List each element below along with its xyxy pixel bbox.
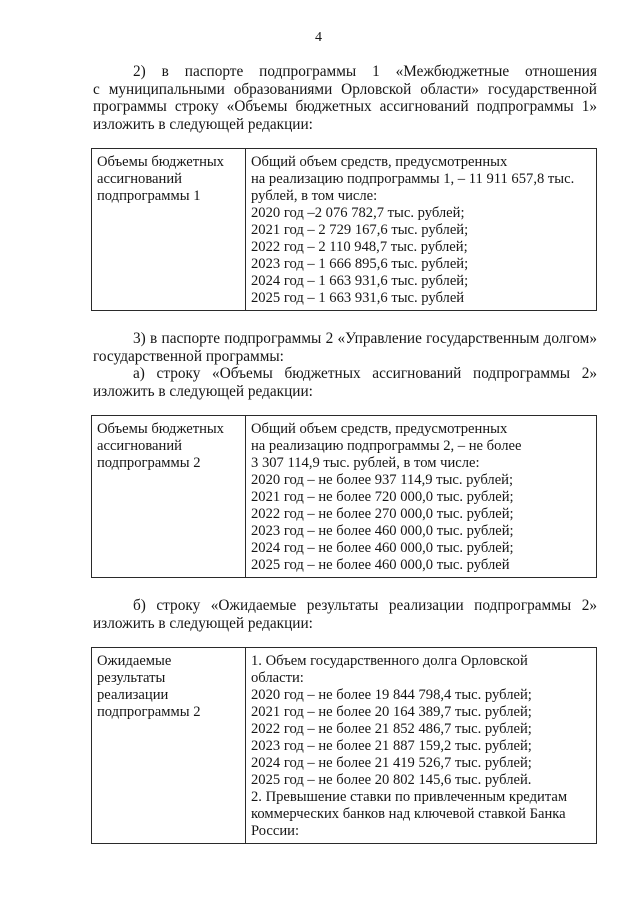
row-label-cell <box>92 149 246 311</box>
value-line: коммерческих банков над ключевой ставкой Банка <box>251 806 566 822</box>
value-line: 2024 год – 1 663 931,6 тыс. рублей; <box>251 273 469 289</box>
label-line: подпрограммы 2 <box>97 455 201 471</box>
table-row <box>92 149 597 311</box>
budget-allocation-subprogram-2-table <box>91 415 597 578</box>
row-value-cell <box>246 149 597 311</box>
value-line: 2023 год – не более 460 000,0 тыс. рублей; <box>251 523 514 539</box>
paragraph-line: 3) в паспорте подпрограммы 2 «Управление государственным долгом» <box>133 330 597 347</box>
value-line: 2021 год – не более 720 000,0 тыс. рублей; <box>251 489 514 505</box>
paragraph-line: с муниципальными образованиями Орловской области» государственной <box>93 80 597 98</box>
value-line: 2022 год – не более 21 852 486,7 тыс. рублей; <box>251 721 532 737</box>
value-line: 2024 год – не более 460 000,0 тыс. рублей; <box>251 540 514 556</box>
paragraph-line: изложить в следующей редакции: <box>93 382 313 400</box>
value-line: 2025 год – не более 20 802 145,6 тыс. рублей. <box>251 772 532 788</box>
label-line: Ожидаемые <box>97 653 172 669</box>
section-3-paragraph <box>93 330 597 400</box>
value-line: 2021 год – не более 20 164 389,7 тыс. рублей; <box>251 704 532 720</box>
value-line: 2022 год – 2 110 948,7 тыс. рублей; <box>251 239 468 255</box>
paragraph-line: 2) в паспорте подпрограммы 1 «Межбюджетные отношения <box>133 63 597 80</box>
page-number: 4 <box>315 30 322 45</box>
paragraph-line: а) строку «Объемы бюджетных ассигнований подпрограммы 2» <box>133 365 597 382</box>
value-line: 2023 год – 1 666 895,6 тыс. рублей; <box>251 256 469 272</box>
label-line: Объемы бюджетных <box>97 154 224 170</box>
value-line: 2020 год – не более 937 114,9 тыс. рублей; <box>251 472 514 488</box>
label-line: Объемы бюджетных <box>97 421 224 437</box>
paragraph-line: изложить в следующей редакции: <box>93 614 313 632</box>
row-label-cell <box>92 416 246 578</box>
value-line: России: <box>251 823 300 839</box>
value-line: 2021 год – 2 729 167,6 тыс. рублей; <box>251 222 469 238</box>
value-line: 2022 год – не более 270 000,0 тыс. рублей; <box>251 506 514 522</box>
value-line: 2020 год –2 076 782,7 тыс. рублей; <box>251 205 465 221</box>
label-line: подпрограммы 2 <box>97 704 201 720</box>
paragraph-line: изложить в следующей редакции: <box>93 115 313 133</box>
section-2-paragraph <box>93 63 597 133</box>
label-line: реализации <box>97 687 169 703</box>
value-line: 2025 год – не более 460 000,0 тыс. рублей <box>251 557 510 573</box>
row-value-cell <box>246 648 597 844</box>
paragraph-line: программы строку «Объемы бюджетных ассигнований подпрограммы 1» <box>93 98 597 115</box>
row-value-cell <box>246 416 597 578</box>
value-line: Общий объем средств, предусмотренных <box>251 421 508 437</box>
paragraph-line: б) строку «Ожидаемые результаты реализации подпрограммы 2» <box>133 597 597 614</box>
value-line: 2020 год – не более 19 844 798,4 тыс. рублей; <box>251 687 532 703</box>
value-line: 1. Объем государственного долга Орловской <box>251 653 528 669</box>
section-3b-paragraph <box>93 597 597 632</box>
value-line: 2023 год – не более 21 887 159,2 тыс. рублей; <box>251 738 532 754</box>
value-line: рублей, в том числе: <box>251 188 378 204</box>
value-line: области: <box>251 670 304 686</box>
paragraph-line: государственной программы: <box>93 347 284 365</box>
value-line: 2. Превышение ставки по привлеченным кредитам <box>251 789 568 805</box>
value-line: 2024 год – не более 21 419 526,7 тыс. рублей; <box>251 755 532 771</box>
expected-results-subprogram-2-table <box>91 647 597 844</box>
budget-allocation-subprogram-1-table <box>91 148 597 311</box>
label-line: результаты <box>97 670 166 686</box>
label-line: ассигнований <box>97 171 182 187</box>
value-line: на реализацию подпрограммы 2, – не более <box>251 438 522 454</box>
value-line: на реализацию подпрограммы 1, – 11 911 657,8 тыс. <box>251 171 575 187</box>
value-line: 3 307 114,9 тыс. рублей, в том числе: <box>251 455 480 471</box>
row-label-cell <box>92 648 246 844</box>
label-line: ассигнований <box>97 438 182 454</box>
value-line: Общий объем средств, предусмотренных <box>251 154 508 170</box>
label-line: подпрограммы 1 <box>97 188 201 204</box>
table-row <box>92 648 597 844</box>
value-line: 2025 год – 1 663 931,6 тыс. рублей <box>251 290 465 306</box>
table-row <box>92 416 597 578</box>
